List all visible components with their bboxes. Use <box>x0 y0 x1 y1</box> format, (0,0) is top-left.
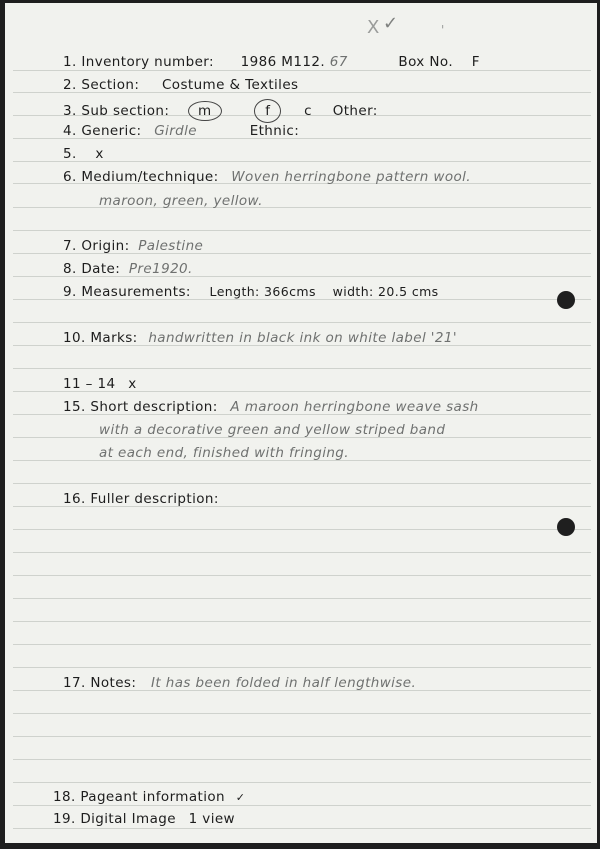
field-short-description-cont <box>99 422 445 438</box>
ruled-line <box>13 552 591 553</box>
section-label: 2. Section: <box>63 77 140 93</box>
subsection-label: 3. Sub section: <box>63 103 170 119</box>
subsection-other-label: Other: <box>332 103 378 119</box>
field-pageant <box>53 789 245 805</box>
ruled-line <box>13 667 591 668</box>
notes-label: 17. Notes: <box>63 675 137 691</box>
ruled-line <box>13 529 591 530</box>
ruled-line <box>13 483 591 484</box>
ruled-line <box>13 575 591 576</box>
section-value: Costume & Textiles <box>161 77 299 93</box>
fields-11-14-value: x <box>128 376 137 392</box>
ruled-line <box>13 230 591 231</box>
field-medium-cont <box>99 193 263 209</box>
ruled-line <box>13 644 591 645</box>
ruled-line <box>13 70 591 71</box>
tick-mark: ' <box>441 23 445 37</box>
field5-label: 5. <box>63 146 77 162</box>
punch-hole <box>557 518 575 536</box>
short-description-line3: at each end, finished with fringing. <box>99 445 349 461</box>
subsection-option-m: m <box>188 101 222 121</box>
record-sheet <box>5 3 597 843</box>
field-short-description <box>63 399 479 415</box>
medium-value-line2: maroon, green, yellow. <box>99 193 263 209</box>
inventory-label: 1. Inventory number: <box>63 54 214 70</box>
subsection-option-f: f <box>254 99 281 123</box>
medium-label: 6. Medium/technique: <box>63 169 219 185</box>
marks-label: 10. Marks: <box>63 330 138 346</box>
origin-label: 7. Origin: <box>63 238 130 254</box>
ethnic-label: Ethnic: <box>249 123 300 139</box>
fuller-description-label: 16. Fuller description: <box>63 491 219 507</box>
ruled-line <box>13 368 591 369</box>
inventory-suffix: 67 <box>329 54 348 70</box>
field-notes <box>63 675 416 691</box>
field-fuller-description <box>63 491 219 507</box>
check-mark-icon: ✓ <box>383 13 399 34</box>
origin-value: Palestine <box>138 238 204 254</box>
ruled-line <box>13 759 591 760</box>
field-section <box>63 77 298 93</box>
fields-11-14-label: 11 – 14 <box>63 376 116 392</box>
field-generic <box>63 123 299 139</box>
field-date <box>63 261 193 277</box>
digital-image-label: 19. Digital Image <box>53 811 176 827</box>
short-description-line1: A maroon herringbone weave sash <box>230 399 479 415</box>
short-description-label: 15. Short description: <box>63 399 218 415</box>
field-short-description-cont <box>99 445 349 461</box>
short-description-line2: with a decorative green and yellow striped band <box>99 422 446 438</box>
field-5 <box>63 146 104 162</box>
date-value: Pre1920. <box>128 261 193 277</box>
generic-value: Girdle <box>154 123 197 139</box>
date-label: 8. Date: <box>63 261 121 277</box>
ruled-line <box>13 736 591 737</box>
ruled-line <box>13 782 591 783</box>
ruled-line <box>13 598 591 599</box>
ruled-line <box>13 805 591 806</box>
medium-value-line1: Woven herringbone pattern wool. <box>231 169 471 185</box>
ruled-line <box>13 713 591 714</box>
field-measurements <box>63 284 439 300</box>
field-inventory <box>63 54 480 70</box>
ruled-line <box>13 322 591 323</box>
field-marks <box>63 330 457 346</box>
punch-hole <box>557 291 575 309</box>
inventory-value: 1986 M112. <box>240 54 326 70</box>
pageant-label: 18. Pageant information <box>53 789 225 805</box>
box-value: F <box>471 54 480 70</box>
subsection-option-c: c <box>304 103 312 119</box>
notes-value: It has been folded in half lengthwise. <box>151 675 417 691</box>
digital-image-value: 1 view <box>188 811 235 827</box>
field-medium <box>63 169 471 185</box>
pageant-check-icon: ✓ <box>235 791 246 804</box>
field-origin <box>63 238 203 254</box>
field-subsection <box>63 99 378 123</box>
measurements-length: Length: 366cms <box>209 284 316 299</box>
field-digital-image <box>53 811 235 827</box>
field-11-14 <box>63 376 137 392</box>
ruled-line <box>13 828 591 829</box>
x-mark-icon: X <box>367 17 380 38</box>
box-label: Box No. <box>398 54 454 70</box>
marks-value: handwritten in black ink on white label '21' <box>148 330 458 346</box>
ruled-line <box>13 621 591 622</box>
measurements-label: 9. Measurements: <box>63 284 191 300</box>
measurements-width: width: 20.5 cms <box>332 284 439 299</box>
generic-label: 4. Generic: <box>63 123 142 139</box>
field5-value: x <box>95 146 104 162</box>
